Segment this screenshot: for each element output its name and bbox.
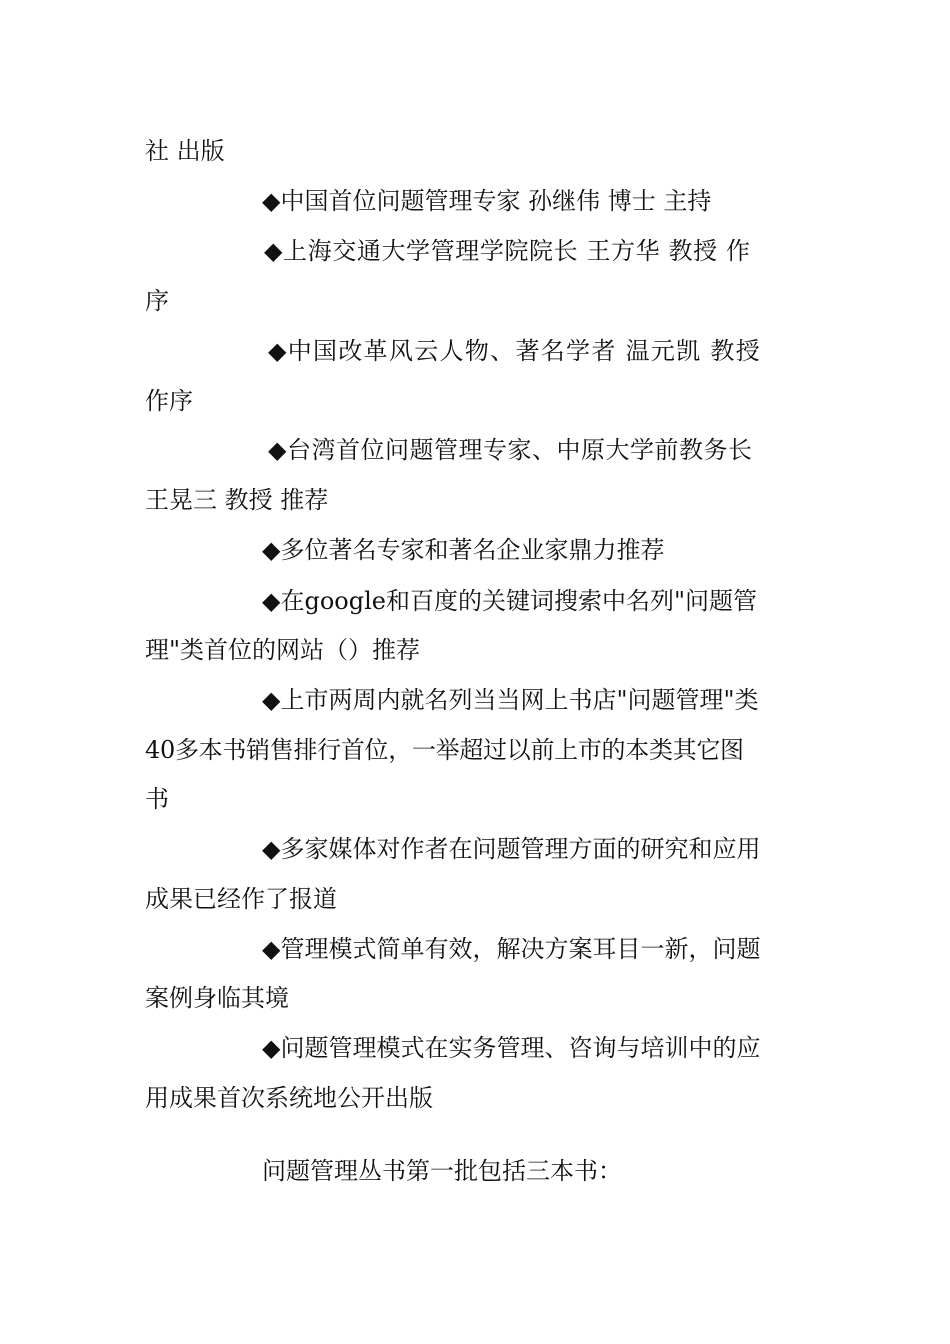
text-line: 序 [145,287,169,315]
text-line: 用成果首次系统地公开出版 [145,1084,433,1112]
bullet-line: ◆台湾首位问题管理专家、中原大学前教务长 [268,436,753,464]
text-line: 理"类首位的网站（）推荐 [145,636,421,664]
bullet-line: ◆管理模式简单有效，解决方案耳目一新，问题 [262,935,761,963]
bullet-line: ◆多位著名专家和著名企业家鼎力推荐 [262,536,665,564]
text-line: 社 出版 [145,137,225,165]
text-line: 案例身临其境 [145,984,289,1012]
text-line: 成果已经作了报道 [145,885,337,913]
text-line: 书 [145,785,169,813]
text-line: 作序 [145,387,193,415]
bullet-line: ◆问题管理模式在实务管理、咨询与培训中的应 [262,1034,761,1062]
bullet-line: ◆上市两周内就名列当当网上书店"问题管理"类 [262,686,759,714]
bullet-line: ◆中国首位问题管理专家 孙继伟 博士 主持 [262,187,712,215]
bullet-line: ◆中国改革风云人物、著名学者 温元凯 教授 [268,337,762,365]
bullet-line: ◆在google和百度的关键词搜索中名列"问题管 [262,587,757,615]
text-line: 问题管理丛书第一批包括三本书： [262,1157,622,1185]
bullet-line: ◆多家媒体对作者在问题管理方面的研究和应用 [262,835,761,863]
text-line: 40多本书销售排行首位，一举超过以前上市的本类其它图 [145,736,744,764]
bullet-line: ◆上海交通大学管理学院院长 王方华 教授 作 [264,237,751,265]
text-line: 王晃三 教授 推荐 [145,486,329,514]
